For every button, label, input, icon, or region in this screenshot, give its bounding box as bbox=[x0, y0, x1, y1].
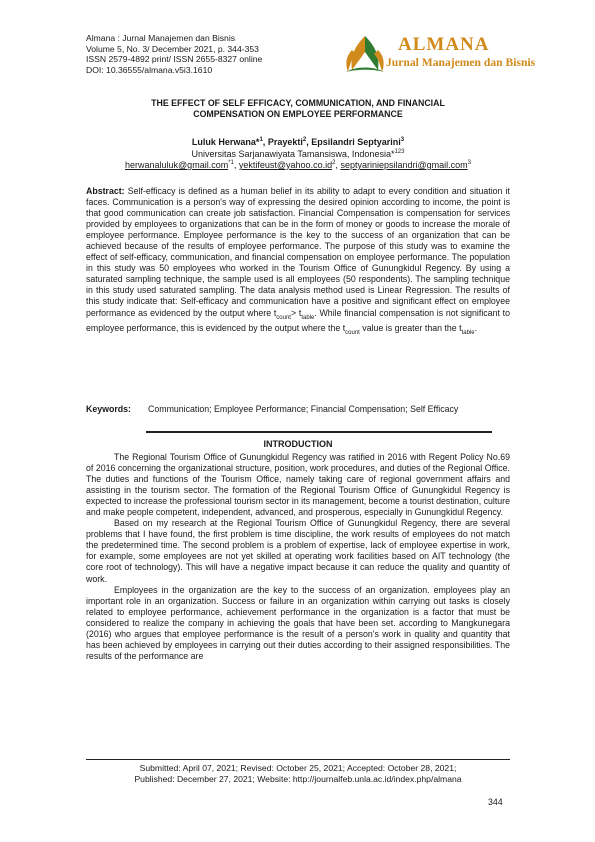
author-3: Epsilandri Septyarini bbox=[311, 137, 401, 147]
submission-footer: Submitted: April 07, 2021; Revised: October 25, 2021; Accepted: October 28, 2021; Published: December 27, 2021; Website: http://journalfeb.unla.ac.id/index.php/almana bbox=[134, 763, 462, 784]
affiliation: Universitas Sarjanawiyata Tamansiswa, Indonesia*$^{123}$ bbox=[191, 149, 405, 159]
volume-info: Volume 5, No. 3/ December 2021, p. 344-353 bbox=[86, 43, 259, 54]
abstract-label: Abstract: bbox=[86, 186, 125, 196]
paper-title: THE EFFECT OF SELF EFFICACY, COMMUNICATION, AND FINANCIAL COMPENSATION ON EMPLOYEE PERFORMANCE bbox=[151, 98, 445, 119]
email-link-3[interactable]: septyariniepsilandri@gmail.com bbox=[340, 160, 468, 170]
paragraph: Employees in the organization are the key to the success of an organization. employees play an important role in an organization. Success or failure in an organization within carrying out tasks is closely related to employee performance, achievement performance in the organization is a factor that must be considered to realize the company in achieving the goals that have been set. according to Mangkunegara (2016) who argues that employee performance is the result of a person's work in quality and quantity that has been achieved by employees in carrying out their duties according to their assigned responsibilities. The results of the performance are bbox=[86, 584, 510, 661]
paragraph: The Regional Tourism Office of Gunungkidul Regency was ratified in 2016 with Regent Policy No.69 of 2016 concerning the organizational structure, position, work procedures, and duties of the Regional Office. The duties and functions of the Tourism Office, namely taking care of regional government affairs and assisting in the tourism sector. The formation of the Regional Tourism Office of Gunungkidul Regency is expected to increase the professional tourism sector in its management, become a tourist destination, culture and make people competent, independent, advanced, and prosperous, especially in Gunungkidul Regency. bbox=[86, 452, 510, 518]
author-emails: herwanaluluk@gmail.com$^{*1}$, $yektifeust@yahoo.co.id^2$, septyariniepsilandri@gmail.com$^3$ bbox=[125, 160, 471, 170]
introduction-heading: INTRODUCTION bbox=[263, 439, 333, 449]
section-divider bbox=[146, 431, 492, 433]
author-2: Prayekti bbox=[267, 137, 303, 147]
logo-emblem-icon bbox=[340, 32, 390, 80]
abstract: Abstract: Self-efficacy is defined as a human belief in its ability to adapt to every condition and situation it faces. Communication is a person's way of expressing the desired opinion according to income, the point is that good communication can create job satisfaction. Financial Compensation is compensation for services provided by employees to organizations that can be in the form of money or goods to increase the morale of employee performance. Employee performance is the key to the success of an organization that can be achieved because of the results of employee performance. The purpose of this study was to examine the effect of self-efficacy, communication, and financial compensation on employee performance. The population in this study was 50 employees who worked in the Tourism Office of Gunungkidul Regency. By using a saturated sampling technique, the sample used is all employees (50 respondents). The sampling technique in this study used saturated sampling. The data analysis method used is Linear Regression. The results of this study indicate that: Self-efficacy and communication have a positive and significant effect on employee performance as evidenced by the output where $t_{count}> t_{table}$. While financial compensation is not significant to employee performance, this is evidenced by the output where the $t_{count}$ value is greater than the $t_{table}$. bbox=[86, 186, 510, 337]
logo-title: ALMANA bbox=[398, 34, 490, 55]
page-number: 344 bbox=[488, 797, 503, 807]
author-list: Luluk Herwana*$^1$, Prayekti$^2$, Epsilandri Septyarini$^3$ bbox=[191, 137, 405, 147]
introduction-body bbox=[86, 452, 510, 662]
keywords-text: Communication; Employee Performance; Financial Compensation; Self Efficacy bbox=[148, 404, 459, 414]
journal-header bbox=[86, 33, 262, 75]
keywords-label: Keywords: bbox=[86, 404, 131, 414]
paragraph: Based on my research at the Regional Tourism Office of Gunungkidul Regency, there are several problems that I have found, the first problem is time discipline, the work results of employees do not match the predetermined time. The second problem is a problem of expertise, lack of employee expertise in work, for example, some employees are not yet skilled at operating work facilities based on AIT technology (the core root of technology). This will have a negative impact because it can reduce the quality and quantity of work. bbox=[86, 518, 510, 584]
almana-logo bbox=[340, 32, 536, 82]
logo-subtitle: Jurnal Manajemen dan Bisnis bbox=[386, 56, 536, 69]
author-1: Luluk Herwana* bbox=[191, 137, 260, 147]
footer-divider bbox=[86, 759, 510, 760]
email-link-1[interactable]: herwanaluluk@gmail.com bbox=[125, 160, 229, 170]
issn-info: ISSN 2579-4892 print/ ISSN 2655-8327 online bbox=[86, 54, 263, 65]
journal-name: Almana : Jurnal Manajemen dan Bisnis bbox=[86, 33, 236, 43]
email-link-2[interactable]: yektifeust@yahoo.co.id bbox=[238, 160, 333, 170]
doi-info: DOI: 10.36555/almana.v5i3.1610 bbox=[86, 64, 213, 75]
